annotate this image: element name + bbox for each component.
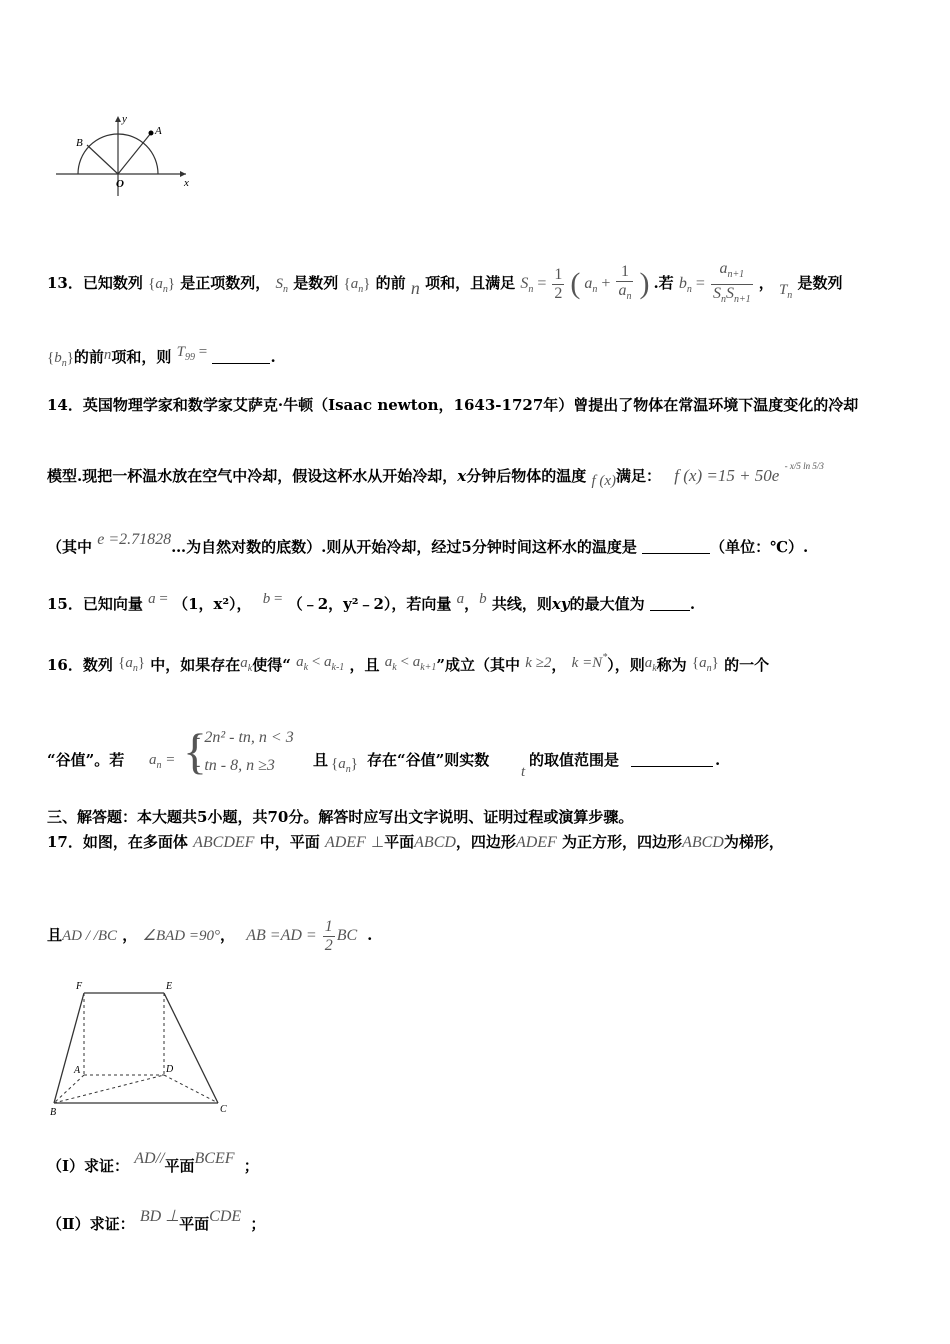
segment-OB [87,145,118,174]
edge-DE-face [84,993,164,1075]
piece-1: - 2n² - tn, n < 3 [195,729,294,746]
label-E: E [166,981,173,992]
vec-b: b [479,591,487,607]
q17-line1: 17．如图，在多面体 ABCDEF 中，平面 ADEF ⊥平面ABCD，四边形ADEF 为正方形，四边形ABCD为梯形， [47,833,784,851]
q13-line1: 13．已知数列 $\{a_n\}$ 是正项数列， $S_n$ 是数列 $\{a_n\}$ 的前 n 项和，且满足 $S_n$ = $\frac{1}{2}$ ( $a_n$ + $\frac{1}{a_n}$ ) .若 $b_n$ = $\frac{a_{n+1}}{S_nS_{n+1}}$ ， $T_n$ 是数列 [47,260,843,305]
edge-AB [54,1075,84,1103]
edge-DC [164,1075,218,1103]
an-piecewise-lhs: $a_n$ = [149,752,176,771]
label-B: B [50,1107,57,1118]
T99: $T_{99}$ = [176,344,208,363]
vec-a: a [456,591,465,607]
AD-parallel: AD// [134,1150,165,1167]
CDE: CDE [209,1208,242,1225]
Tn: $T_n$ [778,282,793,302]
label-D: D [166,1064,174,1075]
label-A: A [155,125,162,137]
seq-an-q16c: $\{a_n\}$ [331,756,358,775]
t-var: t [521,764,526,780]
Sn: $S_n$ [275,276,289,296]
seq-an-q16: $\{a_n\}$ [118,655,146,674]
k-set: k =N* [571,652,608,671]
q17-part2: （Ⅱ）求证： BD ⊥平面CDE ； [47,1208,266,1233]
ABCDEF: ABCDEF [193,834,255,851]
q14-answer-blank[interactable] [642,539,710,554]
cooling-exponent: - x/5 ln 5/3 [784,461,824,471]
vec-a-def: a = [148,591,168,607]
ak-lt-akm1: $a_k < a_{k-1}$ [296,654,345,673]
q14-line2: 模型.现把一杯温水放在空气中冷却，假设这杯水从开始冷却，x分钟后物体的温度 f (x)满足： f (x) =15 + 50e $^{- x/5 ln 5/3}$ [47,461,824,489]
segment-OA [118,133,151,174]
ADEF-2: ADEF [515,834,557,851]
q16-answer-blank[interactable] [631,752,713,767]
n-var: n [410,278,420,299]
label-C: C [220,1104,227,1115]
label-F: F [76,981,83,992]
label-B: B [76,137,83,149]
seq-an: $\{a_n\}$ [148,276,176,296]
edge-FB [54,993,84,1103]
q14-line3: （其中 e =2.71828…为自然对数的底数）.则从开始冷却，经过5分钟时间这杯水的温度是 （单位：℃）. [47,531,809,556]
piece-2: - tn - 8, n ≥3 [195,757,275,774]
edge-BD [54,1075,164,1103]
seq-an-q16b: $\{a_n\}$ [691,655,719,674]
AD-par-BC: AD / /BC [62,928,118,945]
bn-formula: $b_n$ = $\frac{a_{n+1}}{S_nS_{n+1}}$ [678,260,751,305]
ABCD: ABCD [414,834,456,851]
seq-an-2: $\{a_n\}$ [343,276,371,296]
Sn-formula: $S_n$ = $\frac{1}{2}$ ( $a_n$ + $\frac{1}{a_n}$ ) [520,263,650,302]
brace: { [183,723,207,779]
ABCD-2: ABCD [682,834,724,851]
q14-line1: 14．英国物理学家和数学家艾萨克·牛顿（Isaac newton，1643-1727年）曾提出了物体在常温环境下温度变化的冷却 [47,396,859,414]
AB-eq-AD: AB =AD = $\frac{1}{2}$ BC [246,918,358,954]
q15-line: 15．已知向量 a = （1，x²）， b = （﹣2，y²﹣2），若向量 a，b 共线，则xy的最大值为 . [47,591,696,613]
figure-semicircle [54,112,194,198]
edge-EC [164,993,218,1103]
q13-line2: $\{b_n\}$的前n项和，则 $T_{99}$ = . [47,344,276,369]
q17-part1: （Ⅰ）求证： AD//平面BCEF ； [47,1150,259,1175]
q17-line2: 且AD / /BC ， ∠BAD =90°， AB =AD = $\frac{1}{2}$ BC . [47,918,373,954]
label-x: x [184,177,189,189]
ADEF: ADEF [324,834,366,851]
q16-line1: 16．数列 $\{a_n\}$ 中，如果存在$a_k$使得“ $a_k < a_{k-1}$ ，且 $a_k < a_{k+1}$”成立（其中 k ≥2， k =N*），则$a_k$称为 $\{a_n\}$ 的一个 [47,652,770,674]
q15-answer-blank[interactable] [650,596,690,611]
BD-perp: BD ⊥ [139,1208,180,1225]
figure-polyhedron [48,978,238,1118]
section-heading: 三、解答题：本大题共5小题，共70分。解答时应写出文字说明、证明过程或演算步骤。 [47,808,634,826]
q13-answer-blank[interactable] [212,349,270,364]
cooling-formula: f (x) =15 + 50e [674,466,780,485]
angle-BAD: ∠BAD =90° [142,928,220,945]
ak-2: $a_k$ [644,655,657,674]
ak-lt-akp1: $a_k < a_{k+1}$ [384,654,437,673]
label-A: A [74,1065,81,1076]
y-arrow [115,116,121,122]
e-value: e =2.71828 [97,531,172,548]
BCEF: BCEF [194,1150,235,1167]
label-y: y [122,113,127,125]
ak: $a_k$ [240,655,253,674]
point-A [149,131,154,136]
fx: f (x) [591,473,617,489]
label-O: O [116,178,124,190]
seq-bn: $\{b_n\}$ [47,350,74,369]
k-cond: k ≥2 [525,655,552,671]
vec-b-def: b = [262,591,283,607]
